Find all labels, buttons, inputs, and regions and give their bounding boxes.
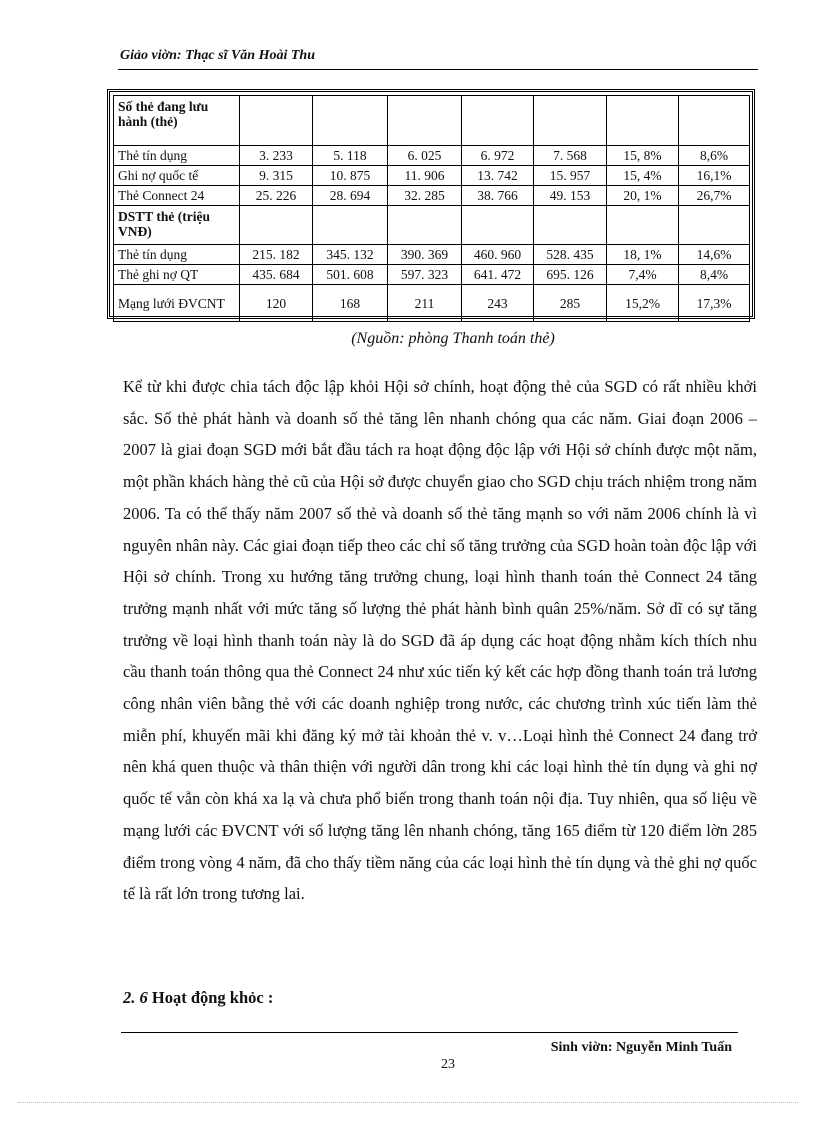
footer-student: Sinh viờn: Nguyễn Minh Tuấn	[550, 1040, 732, 1055]
table-cell: 13. 742	[462, 166, 534, 186]
table-cell: 120	[240, 285, 313, 322]
table-row	[114, 285, 750, 322]
table-cell	[388, 206, 462, 245]
section-number: 2. 6	[123, 988, 148, 1007]
table-cell: 15, 8%	[607, 146, 679, 166]
table-cell: 7. 568	[534, 146, 607, 166]
table-cell	[388, 96, 462, 146]
table-cell: 32. 285	[388, 186, 462, 206]
table-cell: 26,7%	[679, 186, 750, 206]
table-cell	[607, 206, 679, 245]
table-cell: 597. 323	[388, 265, 462, 285]
table-cell	[607, 96, 679, 146]
body-paragraph: Kể từ khi được chia tách độc lập khỏi Hội sở chính, hoạt động thẻ của SGD có rất nhiều khởi sắc. Số thẻ phát hành và doanh số thẻ tăng lên nhanh chóng qua các năm. Giai đoạn 2006 – 2007 là giai đoạn SGD mới bắt đầu tách ra hoạt động độc lập với Hội sở chính được một năm, một phần khách hàng thẻ cũ của Hội sở được chuyển giao cho SGD chịu trách nhiệm trong năm 2006. Ta có thể thấy năm 2007 số thẻ và doanh số thẻ tăng mạnh so với năm 2006 chính là vì nguyên nhân này. Các giai đoạn tiếp theo các chỉ số tăng trưởng của SGD hoàn toàn độc lập với Hội sở chính. Trong xu hướng tăng trưởng chung, loại hình thanh toán thẻ Connect 24 tăng trưởng mạnh nhất với mức tăng số lượng thẻ phát hành bình quân 25%/năm. Sở dĩ có sự tăng trưởng về loại hình thanh toán này là do SGD đã áp dụng các hoạt động nhằm kích thích nhu cầu thanh toán thông qua thẻ Connect 24 như xúc tiến ký kết các hợp đồng thanh toán trả lương công nhân viên bằng thẻ với các doanh nghiệp trong nước, các chương trình xúc tiến làm thẻ miễn phí, khuyến mãi khi đăng ký mở tài khoản thẻ v. v…Loại hình thẻ Connect 24 đang trở nên khá quen thuộc và thân thiện với người dân trong khi các loại hình thẻ tín dụng và ghi nợ quốc tế vẫn còn khá xa lạ và chưa phổ biến trong thanh toán nội địa. Tuy nhiên, qua số liệu về mạng lưới các ĐVCNT với số lượng tăng lên nhanh chóng, tăng 165 điểm từ 120 điểm lờn 285 điểm trong vòng 4 năm, đã cho thấy tiềm năng của các loại hình thẻ tín dụng và thẻ ghi nợ quốc tế là rất lớn trong tương lai.	[123, 377, 757, 904]
table-cell	[313, 96, 388, 146]
table-cell: 6. 972	[462, 146, 534, 166]
row-label: Số thẻ đang lưu hành (thẻ)	[114, 96, 240, 146]
table-cell: 641. 472	[462, 265, 534, 285]
table-cell: 460. 960	[462, 245, 534, 265]
table-cell: 695. 126	[534, 265, 607, 285]
header-divider	[118, 69, 758, 70]
page-edge-line	[18, 1102, 798, 1103]
table-cell: 8,4%	[679, 265, 750, 285]
page-header: Giảo viờn: Thạc sĩ Văn Hoài Thu	[120, 48, 315, 63]
table-row	[114, 265, 750, 285]
table-cell: 28. 694	[313, 186, 388, 206]
table-cell	[313, 206, 388, 245]
table-cell: 25. 226	[240, 186, 313, 206]
data-table	[113, 95, 750, 322]
table-cell: 15, 4%	[607, 166, 679, 186]
table-cell: 5. 118	[313, 146, 388, 166]
table-cell	[240, 96, 313, 146]
table-cell: 211	[388, 285, 462, 322]
table-cell: 18, 1%	[607, 245, 679, 265]
data-table-frame	[107, 89, 755, 319]
table-cell: 345. 132	[313, 245, 388, 265]
table-cell: 168	[313, 285, 388, 322]
table-cell: 3. 233	[240, 146, 313, 166]
row-label: DSTT thẻ (triệu VNĐ)	[114, 206, 240, 245]
table-row	[114, 146, 750, 166]
row-label: Thẻ tín dụng	[114, 245, 240, 265]
table-cell	[462, 96, 534, 146]
table-cell: 49. 153	[534, 186, 607, 206]
table-cell: 528. 435	[534, 245, 607, 265]
table-cell: 501. 608	[313, 265, 388, 285]
table-source: (Nguồn: phòng Thanh toán thẻ)	[351, 330, 555, 347]
table-cell	[534, 206, 607, 245]
table-cell: 15,2%	[607, 285, 679, 322]
table-row	[114, 206, 750, 245]
table-cell: 10. 875	[313, 166, 388, 186]
table-cell: 11. 906	[388, 166, 462, 186]
table-row	[114, 186, 750, 206]
table-cell: 215. 182	[240, 245, 313, 265]
table-cell: 7,4%	[607, 265, 679, 285]
table-cell: 38. 766	[462, 186, 534, 206]
table-cell	[462, 206, 534, 245]
table-cell: 390. 369	[388, 245, 462, 265]
table-row	[114, 166, 750, 186]
table-cell: 15. 957	[534, 166, 607, 186]
row-label: Mạng lưới ĐVCNT	[114, 285, 240, 322]
table-cell: 17,3%	[679, 285, 750, 322]
section-title: Hoạt động khỏc :	[151, 988, 274, 1007]
row-label: Thẻ tín dụng	[114, 146, 240, 166]
table-cell: 285	[534, 285, 607, 322]
section-heading	[123, 988, 273, 1008]
table-cell: 20, 1%	[607, 186, 679, 206]
table-row	[114, 96, 750, 146]
row-label: Thẻ ghi nợ QT	[114, 265, 240, 285]
row-label: Thẻ Connect 24	[114, 186, 240, 206]
table-cell	[534, 96, 607, 146]
row-label: Ghi nợ quốc tế	[114, 166, 240, 186]
table-cell	[679, 96, 750, 146]
table-cell: 14,6%	[679, 245, 750, 265]
table-cell: 9. 315	[240, 166, 313, 186]
table-cell	[240, 206, 313, 245]
table-cell	[679, 206, 750, 245]
table-cell: 243	[462, 285, 534, 322]
page-number: 23	[441, 1057, 455, 1072]
table-cell: 8,6%	[679, 146, 750, 166]
footer-divider	[121, 1032, 738, 1033]
table-cell: 6. 025	[388, 146, 462, 166]
table-cell: 435. 684	[240, 265, 313, 285]
table-row	[114, 245, 750, 265]
table-cell: 16,1%	[679, 166, 750, 186]
